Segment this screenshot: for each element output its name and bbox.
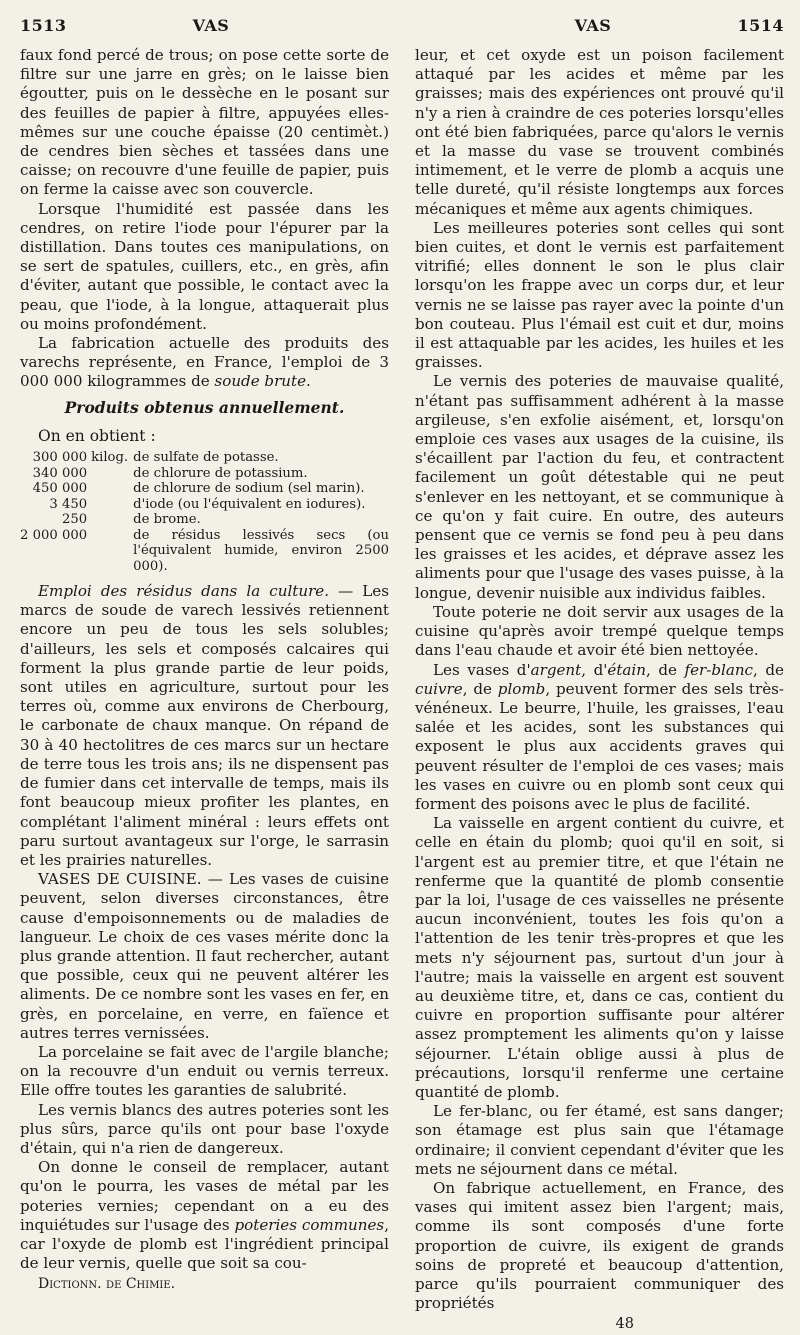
right-page-number: 1514 [737, 16, 784, 35]
section-title: Emploi des résidus dans la culture. [38, 582, 330, 601]
page-footer [415, 1315, 784, 1334]
list-intro: On en obtient : [38, 426, 156, 445]
running-header [20, 6, 784, 46]
paragraph: La vaisselle en argent contient du cuivre, et celle en étain du plomb; quoi qu'il en soit, si l'argent est au premier titre, et que l'étain ne renferme que la quantité de plomb consentie par la loi, l'usage de ces vaisselles ne présente aucun inconvénient, toutes les fois qu'on a l'attention de les tenir très-propres et que les mets n'y séjournent pas, surtout d'un jour à l'autre; mais la vaisselle en argent est souvent au deuxième titre, et, dans ce cas, contient du cuivre en proportion suffisante pour altérer assez promptement les aliments qu'on y laisse séjourner. L'étain oblige aussi à plus de précautions, lorsqu'il renferme une certaine quantité de plomb. [415, 814, 784, 1101]
table-row: 340 000 de chlorure de potassium. [32, 465, 308, 481]
left-running-head: VAS [192, 16, 230, 35]
footer-title: Dictionn. de Chimie. [38, 1276, 176, 1293]
table-row: 450 000 de chlorure de sodium (sel marin). [32, 481, 365, 497]
page-footer [20, 1275, 389, 1294]
paragraph: Le fer-blanc, ou fer étamé, est sans danger; son étamage est plus sain que l'étamage ordinaire; il convient cependant d'éviter que les mets ne séjournent dans ce métal. [415, 1102, 784, 1178]
right-running-head: VAS [574, 16, 612, 35]
signature-mark: 48 [615, 1316, 634, 1333]
paragraph: On donne le conseil de remplacer, autant qu'on le pourra, les vases de métal par les poteries vernies; cependant on a eu des inquiétudes sur l'usage des poteries communes, car l'oxyde de plomb est l'ingrédient principal de leur vernis, quelle que soit sa cou- [20, 1158, 389, 1273]
paragraph: On fabrique actuellement, en France, des vases qui imitent assez bien l'argent; mais, comme ils sont composés d'une forte proportion de cuivre, ils exigent de grands soins de propreté et beaucoup d'attention, parce qu'ils pourraient communiquer des propriétés [415, 1178, 784, 1313]
products-table [20, 450, 389, 574]
table-row: 3 450 d'iode (ou l'équivalent en iodures). [49, 496, 366, 512]
paragraph: VASES DE CUISINE. — Les vases de cuisine peuvent, selon diverses circonstances, être cause d'empoisonnements ou de maladies de langueur. Le choix de ces vases mérite donc la plus grande attention. Il faut rechercher, autant que possible, ceux qui ne peuvent altérer les aliments. De ce nombre sont les vases en fer, en grès, en porcelaine, en verre, en faïence et autres terres vernissées. [20, 870, 390, 1042]
paragraph: La porcelaine se fait avec de l'argile blanche; on la recouvre d'un enduit ou vernis terreux. Elle offre toutes les garanties de salubrité. [20, 1042, 389, 1100]
paragraph: Lorsque l'humidité est passée dans les cendres, on retire l'iode pour l'épurer par la distillation. Dans toutes ces manipulations, on se sert de spatules, cuillers, etc., en grès, afin d'éviter, autant que possible, le contact avec la peau, que l'iode, à la longue, attaquerait plus ou moins profondément. [20, 199, 389, 333]
paragraph: leur, et cet oxyde est un poison facilement attaqué par les acides et même par les graisses; mais des expériences ont prouvé qu'il n'y a rien à craindre de ces poteries lorsqu'elles ont été bien fabriquées, parce qu'alors le vernis et la masse du vase se trouvent combinés intimement, et le verre de plomb a acquis une telle dureté, qu'il résiste longtemps aux forces mécaniques et même aux agents chimiques. [415, 46, 784, 218]
table-row: 2 000 000 de résidus lessivés secs (ou l'équivalent humide, environ 2500 000). [20, 527, 389, 574]
left-page-number: 1513 [20, 16, 67, 35]
paragraph: Les vases d'argent, d'étain, de fer-blanc, de cuivre, de plomb, peuvent former des sels très-vénéneux. Le beurre, l'huile, les graisses, l'eau salée et les acides, sont les substances qui exposent le plus aux accidents graves qui peuvent résulter de l'emploi de ces vases; mais les vases en cuivre ou en plomb sont ceux qui forment des poisons avec le plus de facilité. [415, 660, 784, 813]
paragraph: faux fond percé de trous; on pose cette sorte de filtre sur une jarre en grès; on le laisse bien égoutter, puis on le dessèche en le posant sur des feuilles de papier à filtre, appuyées elles-mêmes sur une couche épaisse (20 centimèt.) de cendres bien sèches et tassées dans une caisse; on recouvre d'une feuille de papier, puis on ferme la caisse avec son couvercle. [20, 46, 389, 199]
emphasis: soude brute [214, 372, 307, 391]
left-column [20, 46, 389, 1335]
emphasis: poteries communes [234, 1215, 385, 1234]
paragraph: Emploi des résidus dans la culture. — Les marcs de soude de varech lessivés retiennent encore un peu de tous les sels solubles; d'ailleurs, les sels et composés calcaires qui forment la plus grande partie de leur poids, sont utiles en agriculture, surtout pour les terres où, comme aux environs de Cherbourg, le carbonate de chaux manque. On répand de 30 à 40 hectolitres de ces marcs sur un hectare de terre tous les trois ans; ils ne dispensent pas de fumier dans cet intervalle de temps, mais ils font beaucoup mieux profiter les plantes, en complétant l'aliment minéral : leurs effets ont paru surtout avantageux sur l'orge, le sarrasin et les prairies naturelles. [20, 582, 389, 869]
paragraph: Les meilleures poteries sont celles qui sont bien cuites, et dont le vernis est parfaitement vitrifié; elles donnent le son le plus clair lorsqu'on les frappe avec un corps dur, et leur vernis ne se laisse pas rayer avec la pointe d'un bon couteau. Plus l'émail est cuit et dur, moins il est attaquable par les acides, les huiles et les graisses. [415, 218, 784, 372]
paragraph: Les vernis blancs des autres poteries sont les plus sûrs, parce qu'ils ont pour base l'oxyde d'étain, qui n'a rien de dangereux. [20, 1100, 389, 1157]
right-column [415, 46, 784, 1335]
paragraph: Toute poterie ne doit servir aux usages de la cuisine qu'après avoir trempé quelque temps dans l'eau chaude et avoir été bien nettoyée. [415, 602, 784, 660]
table-row: 300 000 kilog. de sulfate de potasse. [32, 450, 279, 466]
section-subheading: Produits obtenus annuellement. [64, 397, 345, 417]
paragraph: La fabrication actuelle des produits des varechs représente, en France, l'emploi de 3 000 000 kilogrammes de soude brute. [20, 334, 389, 391]
table-row: 250 de brome. [61, 512, 201, 528]
paragraph: Le vernis des poteries de mauvaise qualité, n'étant pas suffisamment adhérent à la masse argileuse, s'en exfolie aisément, et, lorsqu'on emploie ces vases aux usages de la cuisine, ils s'écaillent par l'action du feu, et contractent facilement un goût détestable qui ne peut s'enlever en les nettoyant, et se communique à ce qu'on y fait cuire. En outre, des auteurs pensent que ce vernis se fond peu à peu dans les graisses et les acides, et déprave assez les aliments pour que l'usage des vases puisse, à la longue, devenir nuisible aux individus faibles. [415, 372, 784, 602]
section-title: VASES DE CUISINE. [38, 870, 202, 889]
